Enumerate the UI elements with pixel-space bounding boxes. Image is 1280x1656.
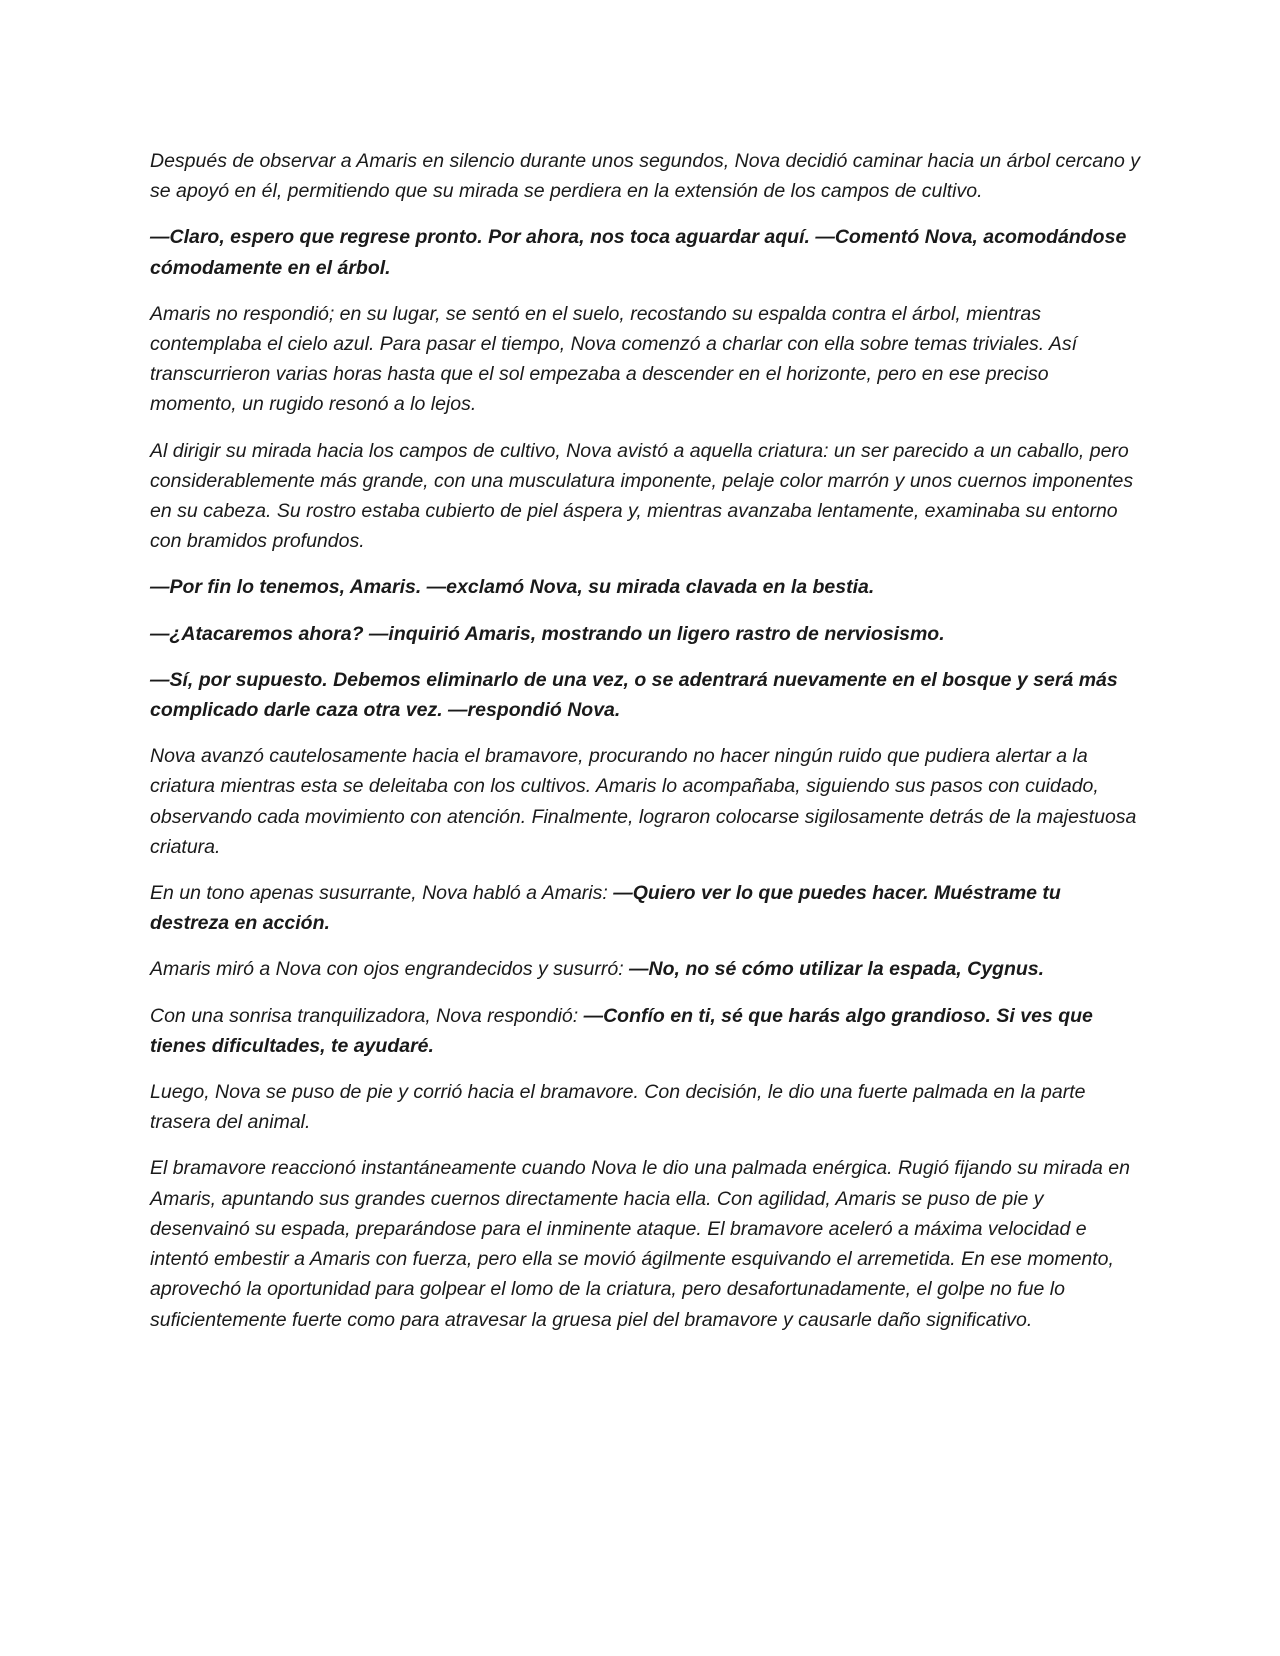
dialogue-text: —No, no sé cómo utilizar la espada, Cygnus.: [629, 958, 1045, 981]
dialogue-text: —Por fin lo tenemos, Amaris. —exclamó Nova, su mirada clavada en la bestia.: [150, 576, 875, 599]
narration-text: Después de observar a Amaris en silencio durante unos segundos, Nova decidió caminar hacia un árbol cercano y se apoyó en él, permitiendo que su mirada se perdiera en la extensión de los campos de cultivo.: [150, 150, 1141, 203]
dialogue-text: —Quiero ver lo que puedes hacer. Muéstrame tu destreza en acción.: [150, 882, 1061, 935]
narration-text: Luego, Nova se puso de pie y corrió hacia el bramavore. Con decisión, le dio una fuerte palmada en la parte trasera del animal.: [150, 1081, 1086, 1134]
paragraph: [150, 1001, 1140, 1061]
paragraph: [150, 665, 1140, 725]
paragraph: [150, 878, 1140, 938]
paragraph: [150, 299, 1140, 420]
paragraph: [150, 741, 1140, 862]
narration-text: Nova avanzó cautelosamente hacia el bramavore, procurando no hacer ningún ruido que pudiera alertar a la criatura mientras esta se deleitaba con los cultivos. Amaris lo acompañaba, siguiendo sus pasos con cuidado, observando cada movimiento con atención. Finalmente, lograron colocarse sigilosamente detrás de la majestuosa criatura.: [150, 745, 1137, 858]
dialogue-text: —Claro, espero que regrese pronto. Por ahora, nos toca aguardar aquí. —Comentó Nova, acomodándose cómodamente en el árbol.: [150, 226, 1127, 279]
narration-text: Amaris no respondió; en su lugar, se sentó en el suelo, recostando su espalda contra el árbol, mientras contemplaba el cielo azul. Para pasar el tiempo, Nova comenzó a charlar con ella sobre temas triviales. Así transcurrieron varias horas hasta que el sol empezaba a descender en el horizonte, pero en ese preciso momento, un rugido resonó a lo lejos.: [150, 302, 1078, 416]
paragraph: [150, 619, 1140, 649]
narration-text: Al dirigir su mirada hacia los campos de cultivo, Nova avistó a aquella criatura: un ser parecido a un caballo, pero considerablemente más grande, con una musculatura imponente, pelaje color marrón y unos cuernos imponentes en su cabeza. Su rostro estaba cubierto de piel áspera y, mientras avanzaba lentamente, examinaba su entorno con bramidos profundos.: [150, 439, 1134, 553]
paragraph: [150, 954, 1140, 984]
paragraph: [150, 436, 1140, 557]
document-page: [150, 146, 1140, 1351]
paragraph: [150, 146, 1140, 206]
dialogue-text: —Confío en ti, sé que harás algo grandioso. Si ves que tienes dificultades, te ayudaré.: [150, 1004, 1093, 1057]
narration-text: El bramavore reaccionó instantáneamente cuando Nova le dio una palmada enérgica. Rugió fijando su mirada en Amaris, apuntando sus grandes cuernos directamente hacia ella. Con agilidad, Amaris se puso de pie y desenvainó su espada, preparándose para el inminente ataque. El bramavore aceleró a máxima velocidad e intentó embestir a Amaris con fuerza, pero ella se movió ágilmente esquivando el arremetida. En ese momento, aprovechó la oportunidad para golpear el lomo de la criatura, pero desafortunadamente, el golpe no fue lo suficientemente fuerte como para atravesar la gruesa piel del bramavore y causarle daño significativo.: [150, 1157, 1130, 1331]
dialogue-text: —Sí, por supuesto. Debemos eliminarlo de una vez, o se adentrará nuevamente en el bosque y será más complicado darle caza otra vez. —respondió Nova.: [150, 668, 1118, 722]
dialogue-text: —¿Atacaremos ahora? —inquirió Amaris, mostrando un ligero rastro de nerviosismo.: [150, 622, 945, 645]
narration-text: Con una sonrisa tranquilizadora, Nova respondió:: [150, 1004, 584, 1027]
paragraph: [150, 1077, 1140, 1137]
narration-text: Amaris miró a Nova con ojos engrandecidos y susurró:: [150, 958, 630, 981]
paragraph: [150, 222, 1140, 282]
paragraph: [150, 572, 1140, 602]
paragraph: [150, 1153, 1140, 1334]
narration-text: En un tono apenas susurrante, Nova habló a Amaris:: [150, 882, 614, 905]
